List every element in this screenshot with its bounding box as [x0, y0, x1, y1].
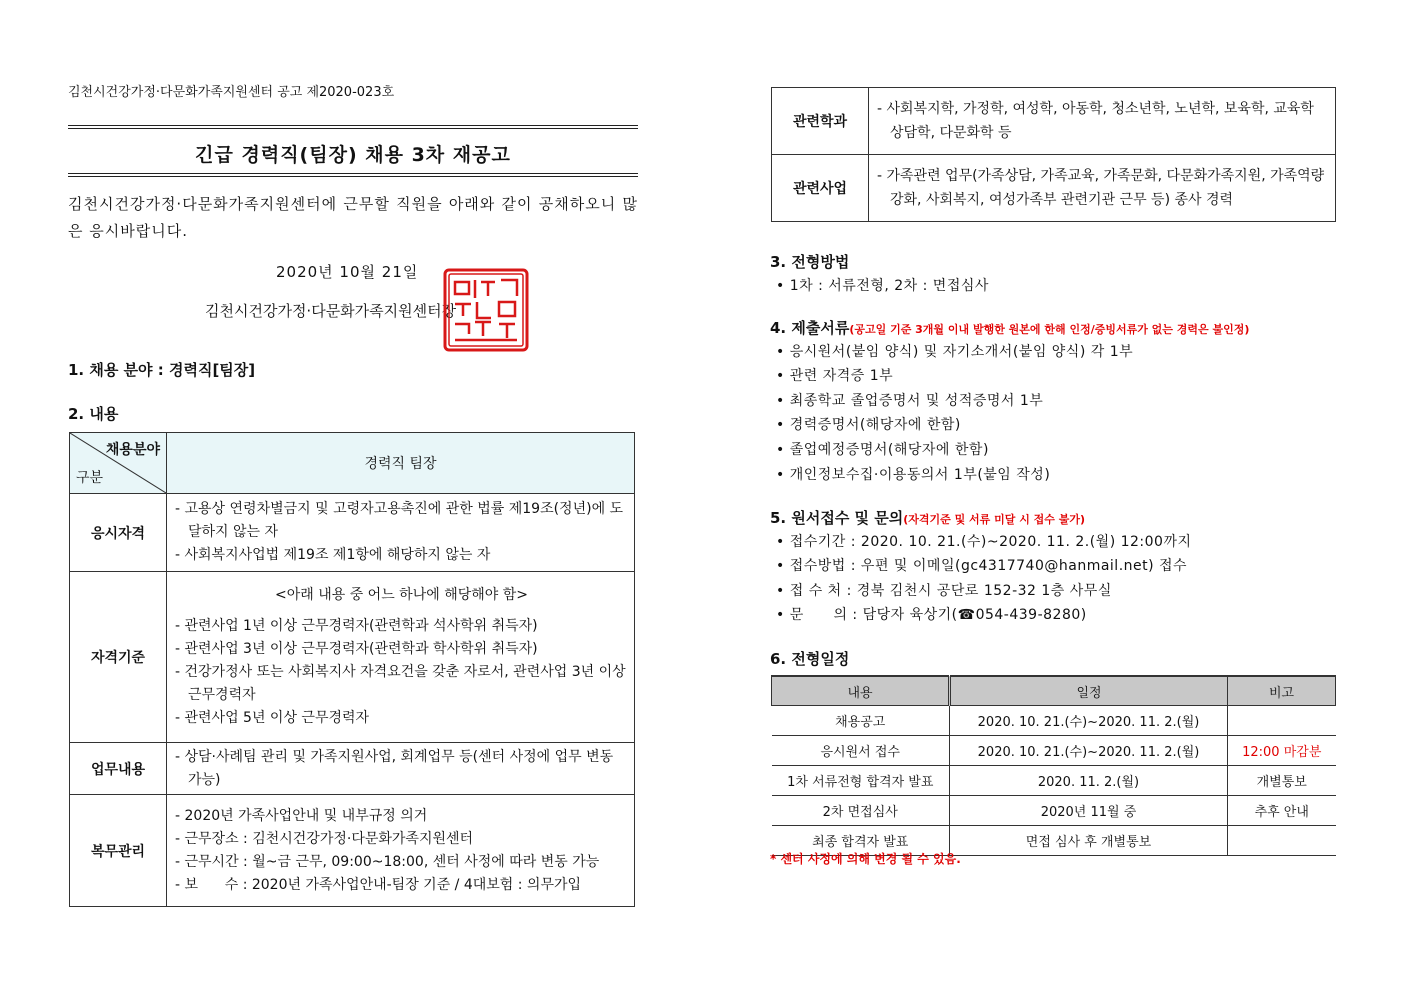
table-cell: 2020. 10. 21.(수)~2020. 11. 2.(월) [950, 736, 1228, 766]
table-row [772, 736, 1336, 766]
section-3-heading: 3. 전형방법 [770, 253, 850, 271]
list-item-text: 최종학교 졸업증명서 및 성적증명서 1부 [789, 393, 1044, 409]
column-header: 일정 [950, 676, 1228, 706]
section-5-heading [770, 507, 1085, 528]
schedule-table [771, 675, 1336, 856]
table-cell: 최종 합격자 발표 [772, 826, 950, 856]
list-item-text: 접수방법 : 우편 및 이메일(gc4317740@hanmail.net) 접수 [789, 558, 1188, 574]
list-item-text: 접수기간 : 2020. 10. 21.(수)~2020. 11. 2.(월) 12:00까지 [789, 534, 1192, 550]
table-cell: 추후 안내 [1228, 796, 1336, 826]
table-cell [1228, 706, 1336, 736]
list-item: • 문 의 : 담당자 육상기(☎054-439-8280) [776, 607, 1087, 623]
table-cell: 12:00 마감분 [1228, 736, 1336, 766]
list-item: - 상담·사례팀 관리 및 가족지원사업, 회계업무 등(센터 사정에 업무 변동 가능) [175, 748, 614, 788]
list-item-text: 접 수 처 : 경북 김천시 공단로 152-32 1층 사무실 [789, 583, 1112, 599]
list-item: • 관련 자격증 1부 [776, 368, 894, 384]
list-item-text: 응시원서(붙임 양식) 및 자기소개서(붙임 양식) 각 1부 [789, 344, 1134, 360]
list-item: - 관련사업 5년 이상 근무경력자 [175, 710, 370, 726]
table-cell: 2020. 11. 2.(월) [950, 766, 1228, 796]
list-item-text: 관련 자격증 1부 [789, 368, 894, 384]
section-5-note: (자격기준 및 서류 미달 시 접수 불가) [903, 513, 1086, 526]
title-rule-bottom-2 [68, 176, 638, 177]
row-label: 복무관리 [70, 795, 167, 907]
section-5-title: 5. 원서접수 및 문의 [770, 509, 904, 527]
table-cell: 1차 서류전형 합격자 발표 [772, 766, 950, 796]
notice-number: 김천시건강가정·다문화가족지원센터 공고 제2020-023호 [68, 85, 395, 100]
list-item: • 응시원서(붙임 양식) 및 자기소개서(붙임 양식) 각 1부 [776, 344, 1134, 360]
list-item: - 근무장소 : 김천시건강가정·다문화가족지원센터 [175, 830, 474, 847]
table-cell: 개별통보 [1228, 766, 1336, 796]
table-row [772, 796, 1336, 826]
list-item: - 가족관련 업무(가족상담, 가족교육, 가족문화, 다문화가족지원, 가족역량강화, 사회복지, 여성가족부 관련기관 근무 등) 종사 경력 [877, 168, 1325, 208]
job-content-table [69, 432, 635, 907]
list-item: • 접 수 처 : 경북 김천시 공단로 152-32 1층 사무실 [776, 583, 1112, 599]
section-4-note: (공고일 기준 3개월 이내 발행한 원본에 한해 인정/증빙서류가 없는 경력은 불인정) [849, 323, 1250, 336]
table-cell: 2020년 11월 중 [950, 796, 1228, 826]
column-header: 내용 [772, 676, 950, 706]
page-title: 긴급 경력직(팀장) 채용 3차 재공고 [195, 144, 511, 166]
list-item: • 접수기간 : 2020. 10. 21.(수)~2020. 11. 2.(월) 12:00까지 [776, 534, 1192, 550]
list-item: - 사회복지사업법 제19조 제1항에 해당하지 않는 자 [175, 547, 491, 563]
intro-text: 김천시건강가정·다문화가족지원센터에 근무할 직원을 아래와 같이 공채하오니 많은 응시바랍니다. [68, 195, 638, 240]
official-seal-icon [443, 268, 529, 352]
list-item-text: 1차 : 서류전형, 2차 : 면접심사 [789, 278, 989, 294]
list-item-text: 경력증명서(해당자에 한함) [789, 417, 961, 433]
table-corner-cell [70, 433, 167, 494]
row-label: 관련사업 [772, 155, 869, 222]
section-1-heading: 1. 채용 분야 : 경력직[팀장] [68, 361, 256, 379]
related-fields-table [771, 87, 1336, 222]
list-item: - 2020년 가족사업안내 및 내부규정 의거 [175, 807, 428, 824]
table-cell: 채용공고 [772, 706, 950, 736]
table-cell: 2차 면접심사 [772, 796, 950, 826]
section-2-heading: 2. 내용 [68, 405, 119, 423]
section-6-heading: 6. 전형일정 [770, 650, 850, 668]
title-rule-top [68, 125, 638, 126]
title-rule-top-2 [68, 128, 638, 129]
list-item-text: 졸업예정증명서(해당자에 한함) [789, 442, 989, 458]
list-item-text: 개인정보수집·이용동의서 1부(붙임 작성) [789, 467, 1051, 483]
section-4-heading [770, 317, 1249, 338]
row-label: 업무내용 [70, 743, 167, 795]
header-position: 경력직 팀장 [167, 433, 635, 494]
list-item: - 건강가정사 또는 사회복지사 자격요건을 갖춘 자로서, 관련사업 3년 이상 근무경력자 [175, 664, 626, 703]
column-header: 비고 [1228, 676, 1336, 706]
table-cell: 2020. 10. 21.(수)~2020. 11. 2.(월) [950, 706, 1228, 736]
list-item: • 최종학교 졸업증명서 및 성적증명서 1부 [776, 393, 1044, 409]
list-item: • 졸업예정증명서(해당자에 한함) [776, 442, 989, 458]
list-item: • 접수방법 : 우편 및 이메일(gc4317740@hanmail.net) 접수 [776, 558, 1188, 574]
table-cell [1228, 826, 1336, 856]
header-category: 구분 [76, 470, 104, 486]
table-cell: 면접 심사 후 개별통보 [950, 826, 1228, 856]
footnote: * 센터 사정에 의해 변경 될 수 있음. [770, 852, 961, 866]
list-item: • 경력증명서(해당자에 한함) [776, 417, 961, 433]
list-item: - 보 수 : 2020년 가족사업안내-팀장 기준 / 4대보험 : 의무가입 [175, 876, 582, 893]
list-item: - 근무시간 : 월~금 근무, 09:00~18:00, 센터 사정에 따라 변동 가능 [175, 853, 600, 870]
table-row [772, 766, 1336, 796]
list-item: - 고용상 연령차별금지 및 고령자고용촉진에 관한 법률 제19조(정년)에 도달하지 않는 자 [175, 501, 624, 540]
organization-name: 김천시건강가정·다문화가족지원센터장 [205, 302, 457, 320]
list-item: - 관련사업 3년 이상 근무경력자(관련학과 학사학위 취득자) [175, 641, 538, 657]
list-item: • 개인정보수집·이용동의서 1부(붙임 작성) [776, 467, 1051, 483]
notice-date: 2020년 10월 21일 [276, 263, 419, 281]
list-item: - 사회복지학, 가정학, 여성학, 아동학, 청소년학, 노년학, 보육학, 교육학 상담학, 다문화학 등 [877, 101, 1314, 141]
row-label: 응시자격 [70, 494, 167, 572]
list-item: • 1차 : 서류전형, 2차 : 면접심사 [776, 278, 989, 294]
list-item-text: 문 의 : 담당자 육상기(☎054-439-8280) [789, 607, 1087, 623]
criteria-heading: <아래 내용 중 어느 하나에 해당해야 함> [274, 587, 529, 603]
section-4-title: 4. 제출서류 [770, 319, 850, 337]
table-row [772, 706, 1336, 736]
header-field: 채용분야 [105, 442, 160, 458]
row-label: 자격기준 [70, 572, 167, 743]
row-label: 관련학과 [772, 88, 869, 155]
table-cell: 응시원서 접수 [772, 736, 950, 766]
list-item: - 관련사업 1년 이상 근무경력자(관련학과 석사학위 취득자) [175, 618, 538, 634]
title-rule-bottom [68, 173, 638, 174]
